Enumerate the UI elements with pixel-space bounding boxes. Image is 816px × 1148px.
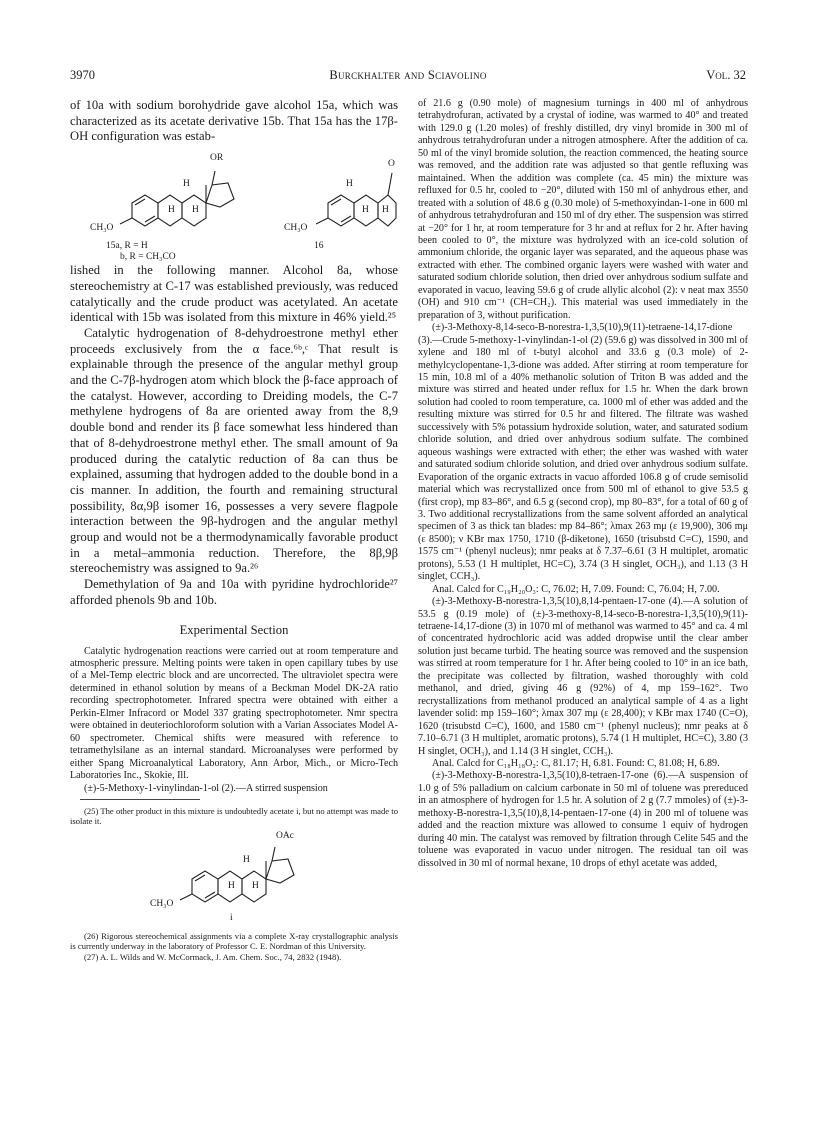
left-paragraph-3: Catalytic hydrogenation of 8-dehydroestrone methyl ether proceeds exclusively from the α face.⁶ᵇ,ᶜ That result is explainable through the presence of the angular methyl group and the C-7β-hydrogen atom which block the β-face approach of the catalyst. However, according to Dreiding models, the C-7 methylene hydrogens of 8a are oriented away from the 8,9 double bond and render its β face somewhat less hindered than that of 8-dehydroestrone methyl ether. The small amount of 9a produced during the catalytic reduction of 8a can thus be explained, assuming that hydrogen added to the double bond in a cis manner. In addition, the fourth and remaining structural possibility, 8α,9β isomer 16, possesses a very severe flagpole interaction between the 9β-hydrogen and the angular methyl group and would not be a thermodynamically favorable product in a metal–ammonia reduction. Therefore, the 8β,9β stereochemistry was assigned to 9a.²⁶ [70, 325, 398, 576]
left-paragraph-1: of 10a with sodium borohydride gave alcohol 15a, which was characterized as its acetate derivative 15b. That 15a has the 17β-OH configuration was estab- [70, 98, 398, 144]
structure-drawing-i [70, 827, 398, 925]
left-paragraph-2: lished in the following manner. Alcohol 8a, whose stereochemistry at C-17 was established previously, was reduced catalytically and the crude product was acetylated. An acetate identical with 15b was isolated from this mixture in 46% yield.²⁵ [70, 263, 398, 325]
compound-2-procedure: of 21.6 g (0.90 mole) of magnesium turnings in 400 ml of anhydrous tetrahydrofuran, activated by a crystal of iodine, was warmed to 40° and treated with 129.0 g (1.20 moles) of freshly distilled, dry vinyl bromide in 300 ml of anhydrous tetrahydrofuran under a nitrogen atmosphere. After the addition of ca. 50 ml of the vinyl bromide solution, the reaction commenced, the heating source was removed, and the addition rate was adjusted so that gentle refluxing was maintained. When the addition was complete (ca. 45 min) the mixture was refluxed for 0.5 hr, cooled to −20°, diluted with 150 ml of anhydrous ether, and treated with a solution of 48.6 g (0.30 mole) of 5-methoxyindan-1-one in 600 ml of anhydrous tetrahydrofuran and 150 ml of dry ether. The suspension was stirred at −20° for 1 hr, at room temperature for 3 hr and at reflux for 2 hr. After having been cooled to 0°, the mixture was hydrolyzed with an ice-cold solution of ammonium chloride, the organic layer was separated, and the aqueous phase was extracted with ether. The combined organic layers were washed with water and saturated sodium chloride solution, then dried over anhydrous sodium sulfate and evaporated in vacuo, leaving 59.6 g of crude allylic alcohol (2): ν neat max 3550 (OH) and 910 cm⁻¹ (CH=CH₂). This material was used immediately in the preparation of 3, without purification. [418, 98, 748, 321]
stereo-h-label: H [252, 880, 259, 891]
page-number: 3970 [70, 68, 95, 82]
structure-i-label: i [230, 912, 233, 923]
running-head: Burckhalter and Sciavolino [329, 68, 487, 82]
stereo-h-label: H [192, 205, 199, 216]
compound-6-procedure: (±)-3-Methoxy-B-norestra-1,3,5(10),8-tetraen-17-one (6).—A suspension of 1.0 g of 5% palladium on calcium carbonate in 50 ml of toluene was prereduced in an atmosphere of hydrogen for 1.5 hr. A solution of 2 g (7.7 mmoles) of (±)-3-methoxy-B-norestra-1,3,5(10),8,14-pentaen-17-one (4) in 200 ml of toluene was added and the reaction mixture was allowed to consume 1 equiv of hydrogen during 40 min. The catalyst was removed by filtration through Celite 545 and the toluene was evaporated in vacuo under nitrogen. The residual tan oil was dissolved in 30 ml of normal hexane, 10 drops of ethyl acetate was added, [418, 770, 748, 869]
compound-4-procedure: (±)-3-Methoxy-B-norestra-1,3,5(10),8,14-pentaen-17-one (4).—A solution of 53.5 g (0.19 mole) of (±)-3-methoxy-8,14-seco-B-norestra-1,3,5(10),9(11)-tetraene-14,17-dione (3) in 1070 ml of methanol was warmed to 45° and ca. 4 ml of concentrated hydrochloric acid was added dropwise until the clear amber solution just became turbid. The heating source was removed and the suspension was stirred at room temperature for 1 hr. After being cooled to 10° in an ice bath, the precipitate was collected by filtration, washed thoroughly with cold methanol, and dried, giving 46 g (92%) of 4, mp 159–162°. Two recrystallizations from methanol produced an analytical sample of 4 as a light lavender solid: mp 159–160°; λmax 307 mμ (ε 28,400); ν KBr max 1740 (C=O), 1620 (trisubstd C=C), 1600, and 1580 cm⁻¹ (phenyl nucleus); nmr peaks at δ 7.10–6.71 (3 H multiplet, aromatic protons), 5.74 (1 H multiplet, HC=C), 3.80 (3 H singlet, OCH₃), and 1.14 (3 H singlet, CCH₃). [418, 596, 748, 757]
compound-4-analysis: Anal. Calcd for C₁₈H₁₈O₂: C, 81.17; H, 6.81. Found: C, 81.08; H, 6.89. [432, 758, 720, 770]
volume-label: Vol. 32 [706, 68, 746, 82]
oxo-label: O [388, 159, 395, 170]
methoxy-label: CH₃O [150, 898, 174, 909]
structure-15b-label: b, R = CH₃CO [120, 252, 176, 263]
stereo-h-label: H [346, 179, 353, 190]
footnote-25: (25) The other product in this mixture is undoubtedly acetate i, but no attempt was made to isolate it. [70, 806, 398, 827]
acetoxy-label: OAc [276, 830, 294, 841]
structure-15a-label: 15a, R = H [106, 241, 148, 252]
stereo-h-label: H [228, 880, 235, 891]
structure-16-label: 16 [314, 241, 324, 252]
right-column [418, 98, 748, 870]
methoxy-label: CH₃O [284, 223, 308, 234]
compound-3-analysis: Anal. Calcd for C₁₉H₂₀O₃: C, 76.02; H, 7.09. Found: C, 76.04; H, 7.00. [432, 583, 720, 595]
stereo-h-label: H [168, 205, 175, 216]
stereo-h-label: H [382, 205, 389, 216]
methoxy-label: CH₃O [90, 223, 114, 234]
footnote-26: (26) Rigorous stereochemical assignments via a complete X-ray crystallographic analysis is currently underway in the laboratory of Professor C. E. Nordman of this University. [70, 930, 398, 952]
footnote-rule [80, 799, 200, 800]
left-column [70, 98, 398, 962]
compound-2-heading: (±)-5-Methoxy-1-vinylindan-1-ol (2).—A stirred suspension [84, 782, 328, 794]
experimental-intro: Catalytic hydrogenation reactions were carried out at room temperature and atmospheric pressure. Melting points were taken in open capillary tubes by use of a Mel-Temp electric block and are uncorrected. The ultraviolet spectra were determined in ethanol solution by means of a Beckman Model DK-2A ratio recording spectrophotometer. Infrared spectra were obtained with either a Perkin-Elmer Infracord or Model 337 grating spectrophotometer. Nmr spectra were obtained in deuteriochloroform solution with a Varian Associates Model A-60 spectrometer. Chemical shifts were measured with reference to tetramethylsilane as an internal standard. Microanalyses were performed by either Spang Microanalytical Laboratory, Ann Arbor, Mich., or Micro-Tech Laboratories Inc., Skokie, Ill. [70, 645, 398, 782]
section-title: Experimental Section [179, 622, 289, 637]
stereo-h-label: H [183, 179, 190, 190]
left-paragraph-4: Demethylation of 9a and 10a with pyridine hydrochloride²⁷ afforded phenols 9b and 10b. [70, 577, 398, 607]
substituent-or: OR [210, 153, 224, 164]
stereo-h-label: H [362, 205, 369, 216]
compound-3-procedure: (±)-3-Methoxy-8,14-seco-B-norestra-1,3,5(10),9(11)-tetraene-14,17-dione (3).—Crude 5-methoxy-1-vinylindan-1-ol (2) (59.6 g) was dissolved in 300 ml of xylene and 180 ml of t-butyl alcohol and 33.6 g (0.3 mole) of 2-methylcyclopentane-1,3-dione was added. After stirring at room temperature for 15 min, 10.8 ml of a 40% methanolic solution of Triton B was added and the mixture was stirred and heated under reflux for 1.5 hr. When the dark brown solution had cooled to room temperature, ca. 1000 ml of ether was added and the resulting mixture was stirred for 0.5 hr and filtered. The filtrate was washed successively with 5% potassium hydroxide solution, water, and saturated sodium chloride solution, and dried over anhydrous sodium sulfate. The combined aqueous washings were extracted with ether; the ether was washed with water and saturated sodium chloride solution, and dried over anhydrous sodium sulfate. Evaporation of the organic extracts in vacuo afforded 106.8 g of crude semisolid material which was recrystallized once from 500 ml of ethanol to give 53.5 g (first crop), mp 83–86°, and 6.5 g (second crop), mp 80–83°, for a total of 60 g of 3. Two additional recrystallizations from the same solvent afforded an analytical specimen of 3 as thick tan blades: mp 84–86°; λmax 263 mμ (ε 19,900), 306 mμ (ε 8500); ν KBr max 1750, 1710 (β-diketone), 1650 (trisubstd C=C), 1590, and 1575 cm⁻¹ (phenyl nucleus); nmr peaks at δ 7.37–6.61 (3 H multiplet, aromatic protons), 5.53 (1 H multiplet, HC=C), 3.74 (3 H singlet, OCH₃), and 1.13 (3 H singlet, CCH₃). [418, 322, 748, 583]
structures-15-16 [70, 145, 398, 263]
footnote-27: (27) A. L. Wilds and W. McCormack, J. Am. Chem. Soc., 74, 2832 (1948). [84, 951, 342, 962]
structure-i [70, 827, 398, 925]
page-header [70, 68, 746, 86]
stereo-h-label: H [243, 854, 250, 865]
